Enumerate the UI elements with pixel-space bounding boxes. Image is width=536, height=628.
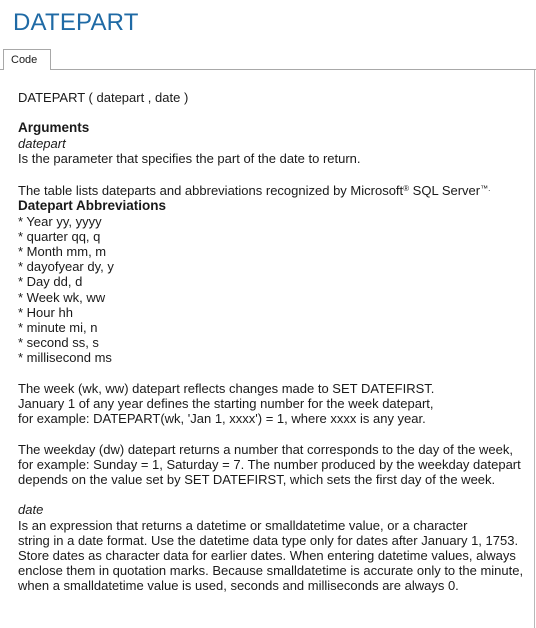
argument-desc-datepart: Is the parameter that specifies the part of the date to return.: [18, 150, 361, 166]
abbreviation-item: * Year yy, yyyy: [18, 213, 102, 229]
argument-name-date: date: [18, 502, 44, 518]
abbreviation-item: * Week wk, ww: [18, 289, 106, 305]
arguments-heading: Arguments: [18, 120, 90, 136]
abbreviation-item: * quarter qq, q: [18, 228, 101, 244]
date-paragraph-line: when a smalldatetime value is used, seconds and milliseconds are always 0.: [18, 578, 459, 594]
trademark-mark: ™.: [480, 184, 491, 194]
registered-mark: ®: [403, 184, 410, 194]
date-paragraph-line: string in a date format. Use the datetime data type only for dates after January 1, 1753.: [18, 532, 519, 548]
abbreviations-heading: Datepart Abbreviations: [18, 198, 167, 214]
tab-code[interactable]: Code: [3, 49, 51, 70]
table-intro-product: SQL Server: [409, 183, 481, 199]
weekday-paragraph-line: The weekday (dw) datepart returns a number that corresponds to the day of the week,: [18, 441, 513, 457]
week-paragraph-line: January 1 of any year defines the starting number for the week datepart,: [18, 396, 434, 412]
argument-name-datepart: datepart: [18, 135, 66, 151]
abbreviation-item: * dayofyear dy, y: [18, 259, 114, 275]
weekday-paragraph-line: depends on the value set by SET DATEFIRST, which sets the first day of the week.: [18, 472, 496, 488]
abbreviation-item: * Month mm, m: [18, 244, 107, 259]
abbreviation-item: * minute mi, n: [18, 320, 98, 336]
table-intro: [18, 181, 530, 198]
page-title: DATEPART: [13, 9, 139, 36]
date-paragraph-line: Store dates as character data for earlier dates. When entering datetime values, always: [18, 548, 516, 564]
syntax-line: DATEPART ( datepart , date ): [18, 90, 189, 105]
documentation-text: [18, 90, 530, 594]
date-paragraph-line: enclose them in quotation marks. Because smalldatetime is accurate only to the minute,: [18, 563, 524, 579]
abbreviation-item: * second ss, s: [18, 335, 99, 351]
abbreviation-item: * Hour hh: [18, 304, 73, 320]
week-paragraph-line: for example: DATEPART(wk, 'Jan 1, xxxx') = 1, where xxxx is any year.: [18, 411, 426, 427]
tab-strip: [0, 48, 536, 70]
abbreviation-item: * Day dd, d: [18, 274, 83, 290]
week-paragraph-line: The week (wk, ww) datepart reflects changes made to SET DATEFIRST.: [18, 380, 435, 396]
abbreviation-item: * millisecond ms: [18, 350, 112, 366]
weekday-paragraph-line: for example: Sunday = 1, Saturday = 7. The number produced by the weekday datepart: [18, 456, 521, 472]
table-intro-text: The table lists dateparts and abbreviations recognized by Microsoft: [18, 183, 404, 199]
date-paragraph-line: Is an expression that returns a datetime or smalldatetime value, or a character: [18, 517, 468, 533]
